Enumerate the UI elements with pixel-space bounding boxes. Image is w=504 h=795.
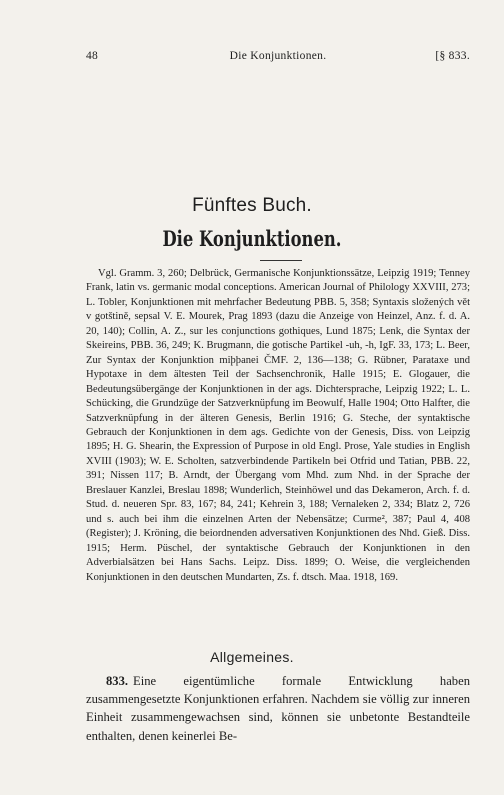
running-title: Die Konjunktionen. bbox=[229, 50, 327, 62]
book-heading: Fünftes Buch. bbox=[192, 195, 312, 216]
paragraph-text: Eine eigentümliche formale Entwicklung haben zusammengesetzte Konjunktionen erfahren. Nachdem sie völlig zur inneren Einheit zusammengewachsen sind, können sie unbetonte Bestandteile enthalten, denen keinerlei Be- bbox=[86, 674, 470, 743]
title-rule bbox=[260, 260, 302, 261]
section-subheading: Allgemeines. bbox=[210, 649, 294, 665]
body-paragraph bbox=[86, 672, 470, 745]
bibliography-paragraph: Vgl. Gramm. 3, 260; Delbrück, Germanische Konjunktionssätze, Leipzig 1919; Tenney Frank, latin vs. germanic modal conceptions. American Journal of Philology XXVIII, 273; L. Tobler, Konjunktionen mit mehrfacher Bedeutung PBB. 5, 358; Syntaxis složených vět v gotštině, sepsal V. E. Mourek, Prag 1893 (dazu die Anzeige von Heinzel, Anz. f. d. A. 20, 140); Collin, A. Z., sur les conjunctions gothiques, Lund 1875; Lenk, die Syntax der Skeireins, PBB. 36, 249; K. Brugmann, die gotische Partikel -uh, -h, IgF. 33, 173; L. Beer, Zur Syntax der Konjunktion miþþanei ČMF. 2, 136—138; G. Rübner, Parataxe und Hypotaxe in dem ältesten Teil der Sachsenchronik, Halle 1915; E. Glogauer, die Bedeutungsübergänge der Konjunktionen in der ags. Dichtersprache, Leipzig 1922; L. L. Schücking, die Grundzüge der Satzverknüpfung im Beowulf, Halle 1904; Otto Halfter, die Satzverknüpfung in der älteren Genesis, Berlin 1916; G. Steche, der syntaktische Gebrauch der Konjunktionen in dem ags. Gedichte von der Genesis, Diss. von Leipzig 1895; H. G. Shearin, the Expression of Purpose in old Engl. Prose, Yale studies in English XVIII (1903); W. E. Scholten, satzverbindende Partikeln bei Otfrid und Tatian, PBB. 22, 391; Nissen 117; B. Arndt, der Übergang vom Mhd. zum Nhd. in der Sprache der Breslauer Kanzlei, Breslau 1898; Wunderlich, Steinhöwel und das Dekameron, Arch. f. d. Stud. d. neueren Spr. 83, 167; 84, 241; Kehrein 3, 188; Vernaleken 2, 334; Blatz 2, 726 und s. auch bei ihm die einzelnen Arten der Nebensätze; Curme², 387; Paul 4, 408 (Register); J. Kröning, die beiordnenden adversativen Konjunktionen des Nhd. Gieß. Diss. 1915; Herm. Püschel, der syntaktische Gebrauch der Konjunktionen in den Adverbialsätzen bei Hans Sachs. Leipz. Diss. 1899; O. Weise, die vergleichenden Konjunktionen in den deutschen Mundarten, Zs. f. dtsch. Maa. 1918, 169. bbox=[86, 268, 470, 583]
paragraph-number: 833. bbox=[106, 674, 129, 688]
section-reference: [§ 833. bbox=[435, 50, 470, 62]
running-header bbox=[86, 50, 470, 66]
chapter-title: Die Konjunktionen. bbox=[162, 226, 342, 251]
page-number: 48 bbox=[86, 50, 99, 62]
